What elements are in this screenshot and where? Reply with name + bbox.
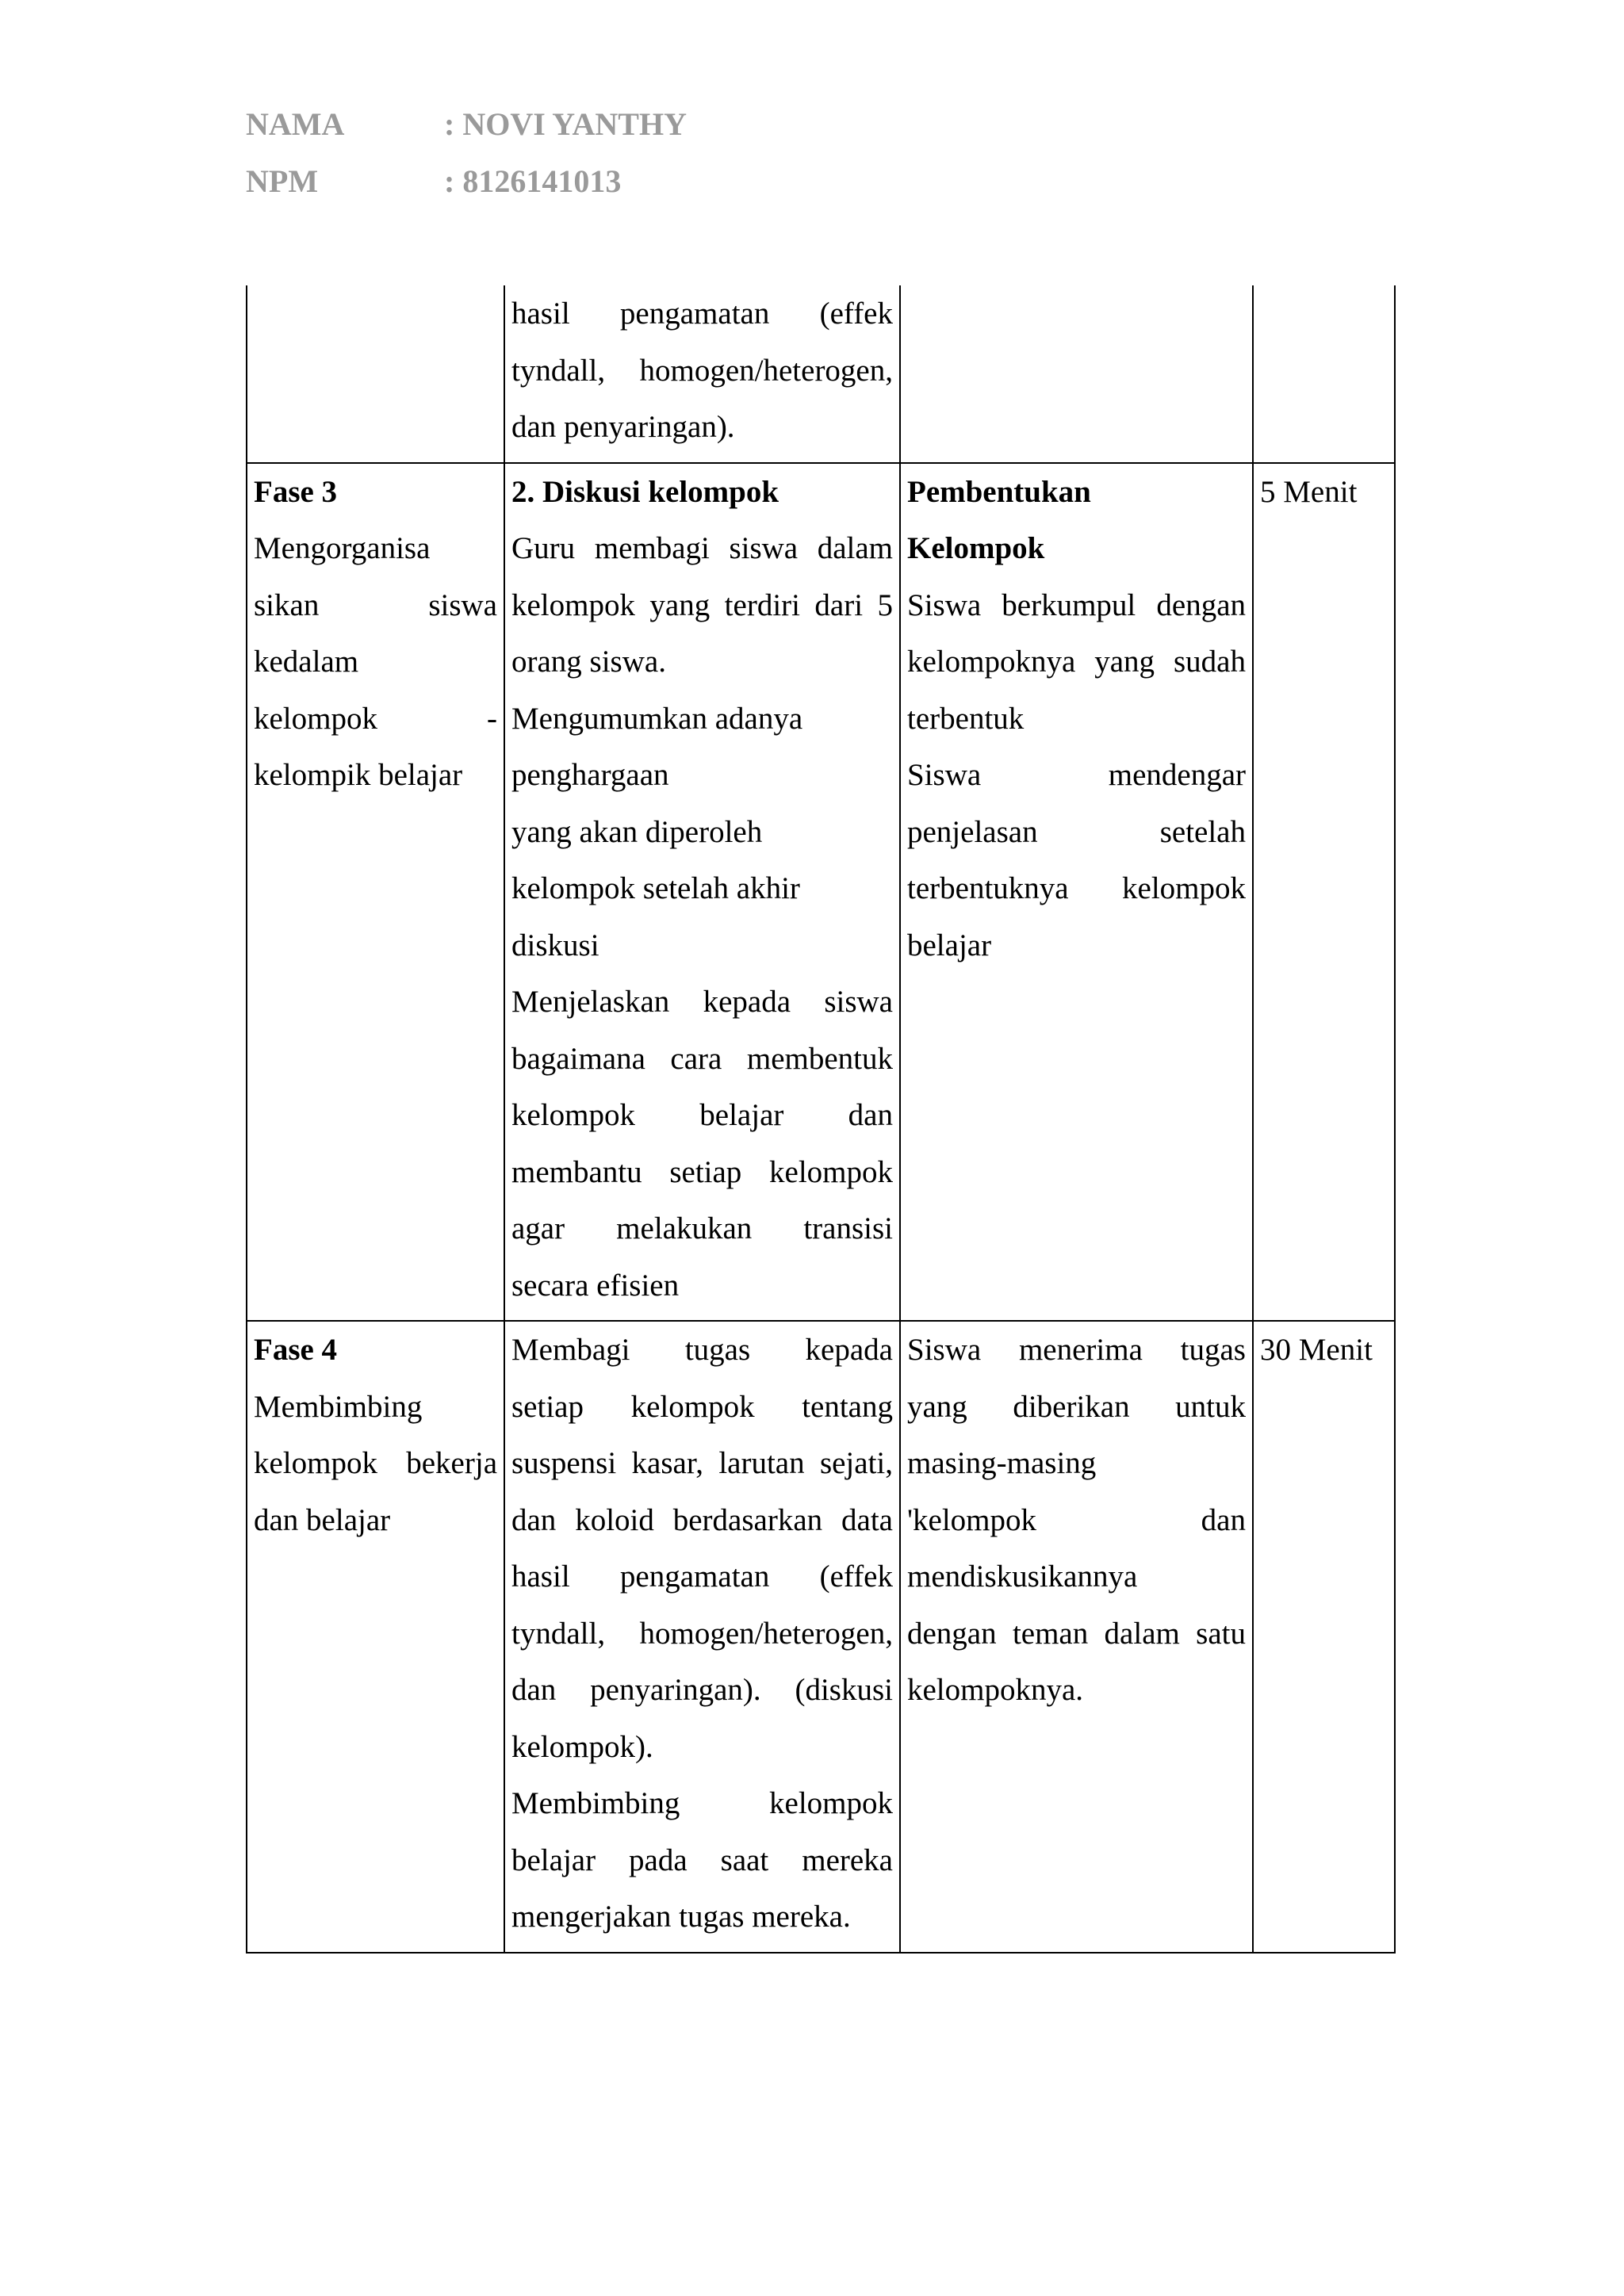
text-line: dan belajar bbox=[254, 1502, 391, 1537]
time-cell bbox=[1253, 1321, 1395, 1953]
text-line: masing-masing bbox=[907, 1446, 1097, 1480]
text-line: hasil pengamatan (effek bbox=[511, 1559, 893, 1594]
text-line: yang akan diperoleh bbox=[511, 814, 763, 849]
text-line: kelompoknya yang sudah bbox=[907, 645, 1246, 679]
text-line: tyndall, homogen/heterogen, bbox=[511, 353, 893, 388]
phase-title: Fase 3 bbox=[254, 474, 338, 509]
text-line: dan penyaringan). bbox=[511, 410, 735, 444]
activity-title: Kelompok bbox=[907, 531, 1045, 565]
phase-cell bbox=[247, 463, 504, 1322]
teacher-activity-cell bbox=[504, 463, 900, 1322]
phase-title: Fase 4 bbox=[254, 1333, 338, 1367]
activity-title: 2. Diskusi kelompok bbox=[511, 474, 779, 509]
name-label: NAMA bbox=[246, 105, 345, 142]
teacher-activity-cell bbox=[504, 285, 900, 463]
text-line: kelompok setelah akhir bbox=[511, 871, 800, 905]
text-line: kedalam bbox=[254, 645, 359, 679]
npm-row bbox=[246, 152, 687, 209]
time-cell bbox=[1253, 285, 1395, 463]
text-line: membantu setiap kelompok bbox=[511, 1154, 893, 1189]
text-line: secara efisien bbox=[511, 1268, 680, 1303]
name-value: : NOVI YANTHY bbox=[444, 105, 687, 142]
text-line: dengan teman dalam satu bbox=[907, 1616, 1246, 1651]
text-line: Mengorganisa bbox=[254, 531, 431, 565]
text-line: mengerjakan tugas mereka. bbox=[511, 1900, 851, 1934]
text-line: belajar bbox=[907, 928, 992, 962]
time-cell bbox=[1253, 463, 1395, 1322]
student-activity-cell bbox=[900, 285, 1253, 463]
document-header bbox=[246, 95, 687, 209]
text-line: penghargaan bbox=[511, 758, 669, 792]
text-line: kelompoknya. bbox=[907, 1673, 1084, 1707]
teacher-activity-cell bbox=[504, 1321, 900, 1953]
student-activity-cell bbox=[900, 1321, 1253, 1953]
lesson-activity-table bbox=[246, 285, 1396, 1954]
text-line: yang diberikan untuk bbox=[907, 1389, 1246, 1424]
text-line: Siswa menerima tugas bbox=[907, 1333, 1246, 1367]
text-line: kelompok - bbox=[254, 701, 497, 736]
text-line: sikan siswa bbox=[254, 587, 497, 622]
text-line: kelompok yang terdiri dari 5 bbox=[511, 587, 893, 622]
text-line: hasil pengamatan (effek bbox=[511, 297, 893, 331]
text-line: Siswa berkumpul dengan bbox=[907, 587, 1246, 622]
time-value: 5 Menit bbox=[1260, 474, 1358, 509]
text-line: Siswa mendengar bbox=[907, 758, 1246, 792]
text-line: Mengumumkan adanya bbox=[511, 701, 803, 736]
phase-cell bbox=[247, 1321, 504, 1953]
activity-title: Pembentukan bbox=[907, 474, 1091, 509]
text-line: belajar pada saat mereka bbox=[511, 1843, 893, 1877]
text-line: suspensi kasar, larutan sejati, bbox=[511, 1446, 893, 1480]
text-line: kelompok). bbox=[511, 1729, 653, 1764]
npm-label: NPM bbox=[246, 163, 319, 199]
phase-cell bbox=[247, 285, 504, 463]
text-line: diskusi bbox=[511, 928, 599, 962]
text-line: tyndall, homogen/heterogen, bbox=[511, 1616, 893, 1651]
text-line: Membagi tugas kepada bbox=[511, 1333, 893, 1367]
text-line: Membimbing kelompok bbox=[511, 1786, 893, 1820]
text-line: Menjelaskan kepada siswa bbox=[511, 985, 893, 1019]
table-row-fase-4 bbox=[247, 1321, 1395, 1953]
table-row-continuation bbox=[247, 285, 1395, 463]
text-line: terbentuk bbox=[907, 701, 1025, 736]
text-line: orang siswa. bbox=[511, 645, 666, 679]
npm-value: : 8126141013 bbox=[444, 163, 622, 199]
text-line: kelompok belajar dan bbox=[511, 1098, 893, 1132]
student-activity-cell bbox=[900, 463, 1253, 1322]
text-line: Membimbing bbox=[254, 1389, 423, 1424]
text-line: Guru membagi siswa dalam bbox=[511, 531, 893, 565]
name-row bbox=[246, 95, 687, 152]
text-line: mendiskusikannya bbox=[907, 1559, 1138, 1594]
text-line: setiap kelompok tentang bbox=[511, 1389, 893, 1424]
text-line: penjelasan setelah bbox=[907, 814, 1246, 849]
time-value: 30 Menit bbox=[1260, 1333, 1373, 1367]
text-line: bagaimana cara membentuk bbox=[511, 1041, 893, 1076]
text-line: dan penyaringan). (diskusi bbox=[511, 1673, 893, 1707]
text-line: kelompik belajar bbox=[254, 758, 463, 792]
text-line: terbentuknya kelompok bbox=[907, 871, 1246, 905]
text-line: 'kelompok dan bbox=[907, 1502, 1246, 1537]
table-row-fase-3 bbox=[247, 463, 1395, 1322]
text-line: agar melakukan transisi bbox=[511, 1211, 893, 1246]
text-line: kelompok bekerja bbox=[254, 1446, 497, 1480]
text-line: dan koloid berdasarkan data bbox=[511, 1502, 893, 1537]
